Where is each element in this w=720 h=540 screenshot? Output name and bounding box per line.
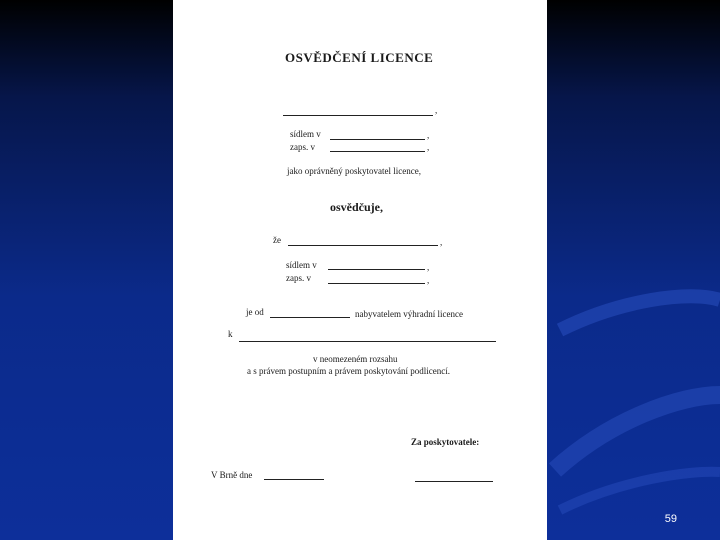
jako-text: jako oprávněný poskytovatel licence, [287, 166, 421, 176]
k-label: k [228, 329, 233, 339]
sidlem-comma: , [427, 130, 430, 140]
sidlem2-comma: , [427, 262, 430, 272]
je-od-line [270, 317, 350, 318]
sidlem2-line [328, 269, 425, 270]
v-brne-label: V Brně dne [211, 470, 253, 480]
pravem-text: a s právem postupním a právem poskytování podlicencí. [247, 366, 450, 376]
sidlem2-label: sídlem v [286, 260, 317, 270]
document-title: OSVĚDČENÍ LICENCE [285, 50, 434, 65]
zaps2-comma: , [427, 275, 430, 285]
slide-number: 59 [664, 513, 677, 525]
signature-line [415, 481, 493, 482]
date-line [264, 479, 324, 480]
document-page [173, 0, 547, 540]
je-od-label: je od [246, 307, 264, 317]
nabyvatelem-text: nabyvatelem výhradní licence [355, 309, 463, 319]
za-poskytovatele: Za poskytovatele: [411, 437, 480, 447]
k-line [239, 341, 496, 342]
zaps-line [330, 151, 425, 152]
zaps-comma: , [427, 142, 430, 152]
ze-line [288, 245, 438, 246]
zaps2-line [328, 283, 425, 284]
zaps-label: zaps. v [290, 142, 315, 152]
ze-label: že [273, 235, 281, 245]
osvedcuje-heading: osvědčuje, [330, 200, 383, 214]
name-comma: , [435, 105, 438, 115]
ze-comma: , [440, 237, 443, 247]
sidlem-label: sídlem v [290, 129, 321, 139]
sidlem-line [330, 139, 425, 140]
name-line [283, 115, 433, 116]
zaps2-label: zaps. v [286, 273, 311, 283]
rozsah-text: v neomezeném rozsahu [313, 354, 398, 364]
